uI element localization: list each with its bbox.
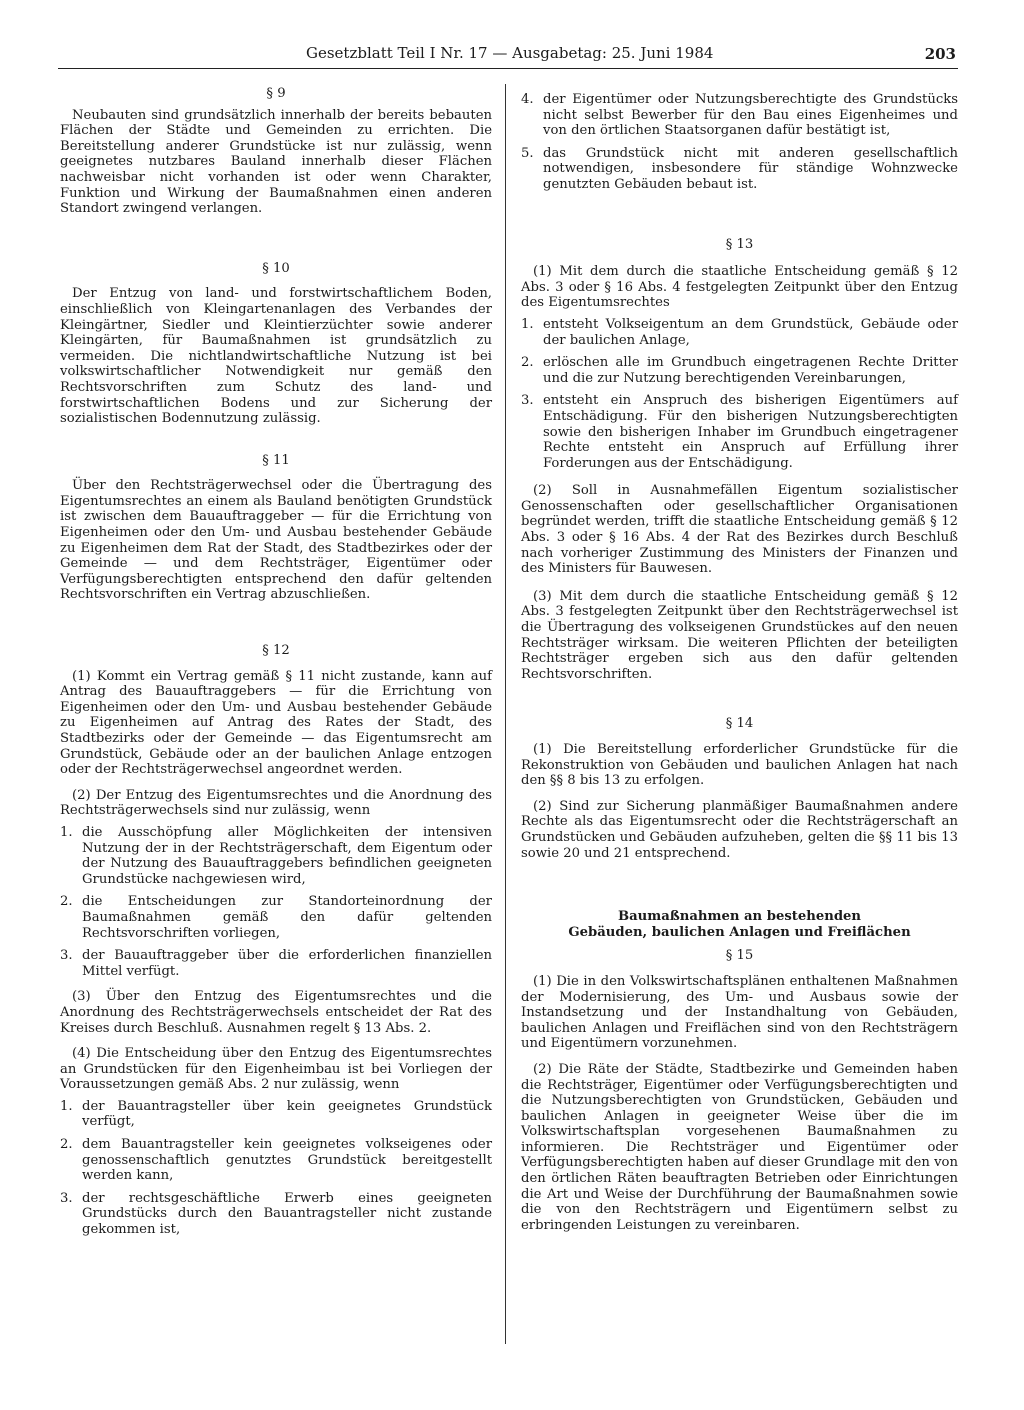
chapter-heading-line-1: Baumaßnahmen an bestehenden xyxy=(617,909,862,925)
list-item-number: 3. xyxy=(60,1190,73,1206)
section-title-12: § 12 xyxy=(262,643,290,659)
list-item-text: die Ausschöpfung aller Möglichkeiten der intensiven Nutzung der in der Rechtsträgerschaft, dem Eigentum oder der Nutzung des Bauauftraggebers befindlichen geeigneten Grundstücke nachgewiesen wird, xyxy=(82,824,492,887)
list-item xyxy=(521,92,958,139)
list-item-number: 1. xyxy=(60,824,73,840)
list-item-text: dem Bauantragsteller kein geeignetes volkseigenes oder genossenschaftlich genutztes Grundstück bereitgestellt werden kann, xyxy=(82,1137,492,1184)
list-item-text: der rechtsgeschäftliche Erwerb eines geeigneten Grundstücks durch den Bauantragsteller nicht zustande gekommen ist, xyxy=(82,1190,492,1238)
list-item xyxy=(521,146,958,193)
list-item xyxy=(60,1191,492,1238)
list-item-number: 2. xyxy=(60,894,73,910)
list-item-number: 1. xyxy=(60,1098,73,1114)
list-item-text: das Grundstück nicht mit anderen gesellschaftlich notwendigen, insbesondere für ständige Wohnzwecke genutzten Gebäuden bebaut ist. xyxy=(543,145,958,192)
section-title-9: § 9 xyxy=(266,86,286,101)
list-item xyxy=(521,355,958,386)
list-item-text: der Bauauftraggeber über die erforderlichen finanziellen Mittel verfügt. xyxy=(82,948,492,979)
list-item-text: der Bauantragsteller über kein geeignetes Grundstück verfügt, xyxy=(82,1098,492,1130)
list-item xyxy=(60,1137,492,1184)
section-11-text: Über den Rechtsträgerwechsel oder die Übertragung des Eigentumsrechtes an einem als Bauland benötigten Grundstück ist zwischen dem Bauauftraggeber — für die Errichtung von Eigenheimen oder den Um- und Ausbau bestehender Gebäude zu Eigenheimen dem Rat der Stadt, des Stadtbezirkes oder der Gemeinde — und dem Rechtsträger, Eigentümer oder Verfügungsberechtigten entsprechend den dafür geltenden Rechtsvorschriften ein Vertrag abzuschließen. xyxy=(60,478,492,603)
list-item xyxy=(60,894,492,941)
section-15-para-1: (1) Die in den Volkswirtschaftsplänen enthaltenen Maßnahmen der Modernisierung, des Um- und Ausbaus sowie der Instandsetzung und der Instandhaltung von Gebäuden, baulichen Anlagen und Freiflächen sind von den Rechtsträgern und Eigentümern vorzunehmen. xyxy=(521,973,958,1052)
list-item xyxy=(60,948,492,979)
section-13-para-1: (1) Mit dem durch die staatliche Entscheidung gemäß § 12 Abs. 3 oder § 16 Abs. 4 festgelegten Zeitpunkt über den Entzug des Eigentumsrechtes xyxy=(521,264,958,311)
list-item-text: entsteht ein Anspruch des bisherigen Eigentümers auf Entschädigung. Für den bisherigen Nutzungsberechtigten sowie den bisherigen Inhaber im Grundbuch eingetragener Rechte entsteht ein Anspruch auf Erfüllung ihrer Forderungen aus der Entschädigung. xyxy=(543,393,958,471)
list-item xyxy=(521,393,958,471)
section-title-10: § 10 xyxy=(262,260,290,276)
section-12-para-1: (1) Kommt ein Vertrag gemäß § 11 nicht zustande, kann auf Antrag des Bauauftraggebers — für die Errichtung von Eigenheimen oder den Um- und Ausbau bestehender Gebäude zu Eigenheimen auf Antrag des Rates der Stadt, des Stadtbezirks oder der Gemeinde — das Eigentumsrecht am Grundstück, Gebäude oder an der baulichen Anlage entzogen oder der Rechtsträgerwechsel angeordnet werden. xyxy=(60,668,492,778)
list-item xyxy=(521,317,958,348)
section-12-para-2: (2) Der Entzug des Eigentumsrechtes und die Anordnung des Rechtsträgerwechsels sind nur zulässig, wenn xyxy=(60,787,492,819)
list-item-number: 3. xyxy=(60,948,73,964)
list-item-number: 1. xyxy=(521,316,534,332)
page-number: 203 xyxy=(924,45,956,63)
list-item-text: entsteht Volkseigentum an dem Grundstück, Gebäude oder der baulichen Anlage, xyxy=(543,316,958,348)
section-title-13: § 13 xyxy=(725,236,754,252)
page-header xyxy=(58,44,958,70)
section-14-para-2: (2) Sind zur Sicherung planmäßiger Baumaßnahmen andere Rechte als das Eigentumsrecht oder die Rechtsträgerschaft an Grundstücken und Gebäuden aufzuheben, gelten die §§ 11 bis 13 sowie 20 und 21 entsprechend. xyxy=(521,798,958,861)
header-title: Gesetzblatt Teil I Nr. 17 — Ausgabetag: 25. Juni 1984 xyxy=(306,44,714,62)
section-12-para-4: (4) Die Entscheidung über den Entzug des Eigentumsrechtes an Grundstücken für den Eigenheimbau ist bei Vorliegen der Voraussetzungen gemäß Abs. 2 nur zulässig, wenn xyxy=(60,1046,492,1093)
section-title-15: § 15 xyxy=(725,948,754,964)
list-item-text: der Eigentümer oder Nutzungsberechtigte des Grundstücks nicht selbst Bewerber für den Bau eines Eigenheimes und von den örtlichen Staatsorganen dafür bestätigt ist, xyxy=(543,92,958,139)
list-item-number: 2. xyxy=(521,355,534,371)
section-9-text: Neubauten sind grundsätzlich innerhalb der bereits bebauten Flächen der Städte und Gemeinden zu errichten. Die Bereitstellung anderer Grundstücke ist nur zulässig, wenn geeignetes nutzbares Bauland innerhalb dieser Flächen nachweisbar nicht vorhanden ist oder wenn Charakter, Funktion und Wirkung der Baumaßnahmen einen anderen Standort zwingend verlangen. xyxy=(60,107,492,217)
list-item-number: 3. xyxy=(521,393,534,409)
list-item xyxy=(60,1099,492,1130)
right-column xyxy=(521,92,958,1243)
list-item-number: 2. xyxy=(60,1137,73,1153)
column-divider xyxy=(505,84,506,1344)
list-item-text: erlöschen alle im Grundbuch eingetragenen Rechte Dritter und die zur Nutzung berechtigenden Vereinbarungen, xyxy=(543,355,958,386)
list-item xyxy=(60,825,492,887)
section-15-para-2: (2) Die Räte der Städte, Stadtbezirke und Gemeinden haben die Rechtsträger, Eigentümer oder Verfügungsberechtigten und die Nutzungsberechtigten von Grundstücken, Gebäuden und baulichen Anlagen in geeigneter Weise über die im Volkswirtschaftsplan vorgesehenen Baumaßnahmen zu informieren. Die Rechtsträger und Eigentümer oder Verfügungsberechtigten haben auf dieser Grundlage mit den von den örtlichen Räten beauftragten Betrieben oder Einrichtungen die Art und Weise der Durchführung der Baumaßnahmen sowie die von den Rechtsträgern und Eigentümern selbst zu erbringenden Leistungen zu vereinbaren. xyxy=(521,1061,958,1233)
section-title-14: § 14 xyxy=(725,716,754,732)
section-10-text: Der Entzug von land- und forstwirtschaftlichem Boden, einschließlich von Kleingartenanlagen des Verbandes der Kleingärtner, Siedler und Kleintierzüchter sowie anderer Kleingärten, für Baumaßnahmen ist grundsätzlich zu vermeiden. Die nichtlandwirtschaftliche Nutzung ist bei volkswirtschaftlicher Notwendigkeit nur gemäß den Rechtsvorschriften zum Schutz des land- und forstwirtschaftlichen Bodens und zur Sicherung der sozialistischen Bodennutzung zulässig. xyxy=(60,286,492,427)
chapter-heading-line-2: Gebäuden, baulichen Anlagen und Freiflächen xyxy=(568,924,911,940)
section-13-para-2: (2) Soll in Ausnahmefällen Eigentum sozialistischer Genossenschaften oder gesellschaftlicher Organisationen begründet werden, trifft die staatliche Entscheidung gemäß § 12 Abs. 3 oder § 16 Abs. 4 der Rat des Bezirkes durch Beschluß nach vorheriger Zustimmung des Ministers der Finanzen und des Ministers für Bauwesen. xyxy=(521,483,958,577)
left-column xyxy=(60,86,492,1245)
section-14-para-1: (1) Die Bereitstellung erforderlicher Grundstücke für die Rekonstruktion von Gebäuden und baulichen Anlagen hat nach den §§ 8 bis 13 zu erfolgen. xyxy=(521,742,958,789)
section-13-para-3: (3) Mit dem durch die staatliche Entscheidung gemäß § 12 Abs. 3 festgelegten Zeitpunkt über den Rechtsträgerwechsel ist die Übertragung des volkseigenen Grundstückes auf den neuen Rechtsträger wirksam. Die weiteren Pflichten der beteiligten Rechtsträger ergeben sich aus den dafür geltenden Rechtsvorschriften. xyxy=(521,588,958,682)
list-item-text: die Entscheidungen zur Standorteinordnung der Baumaßnahmen gemäß den dafür geltenden Rechtsvorschriften vorliegen, xyxy=(82,894,492,941)
section-12-para-3: (3) Über den Entzug des Eigentumsrechtes und die Anordnung des Rechtsträgerwechsels entscheidet der Rat des Kreises durch Beschluß. Ausnahmen regelt § 13 Abs. 2. xyxy=(60,989,492,1036)
list-item-number: 4. xyxy=(521,92,534,107)
list-item-number: 5. xyxy=(521,145,534,161)
section-title-11: § 11 xyxy=(262,452,290,468)
header-rule xyxy=(58,68,958,69)
